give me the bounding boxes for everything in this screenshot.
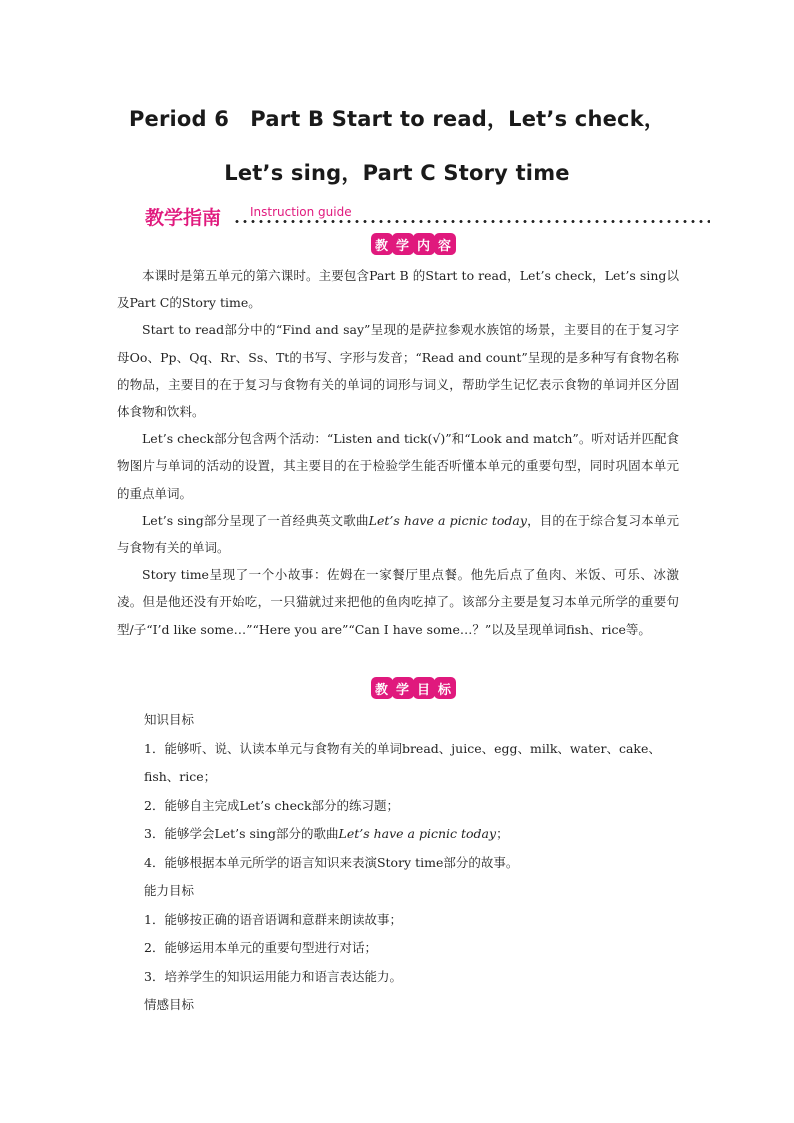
dotted-divider [233, 219, 710, 224]
content-paragraph: Story time呈现了一个小故事：佐姆在一家餐厅里点餐。他先后点了鱼肉、米饭、可乐、冰激凌。但是他还没有开始吃，一只猫就过来把他的鱼肉吃掉了。该部分主要是复习本单元所学的重要句型/子“I’d like some…”“Here you are”“Can I have some…？”以及呈现单词fish、rice等。 [117, 567, 679, 637]
goal-item: 2．能够运用本单元的重要句型进行对话； [144, 940, 377, 955]
guide-title-cn: 教学指南 [145, 207, 222, 229]
song-title: Let’s have a picnic today [338, 826, 497, 841]
instruction-guide-header [145, 203, 710, 229]
badge-char: 容 [435, 234, 455, 254]
ability-goals-heading: 能力目标 [144, 883, 195, 898]
content-paragraph: Let’s check部分包含两个活动：“Listen and tick(√)”和“Look and match”。听对话并匹配食物图片与单词的活动的设置，其主要目的在于检验学生能否听懂本单元的重要句型，同时巩固本单元的重点单词。 [117, 431, 679, 501]
emotion-goals-heading: 情感目标 [144, 997, 195, 1012]
teaching-goals-badge [367, 677, 459, 699]
badge-char: 教 [372, 678, 392, 698]
goal-item [144, 820, 679, 849]
content-paragraph: Start to read部分中的“Find and say”呈现的是萨拉参观水族馆的场景，主要目的在于复习字母Oo、Pp、Qq、Rr、Ss、Tt的书写、字形与发音；“Read and count”呈现的是多种写有食物名称的物品，主要目的在于复习与食物有关的单词的词形与词义，帮助学生记忆表示食物的单词并区分固体食物和饮料。 [117, 322, 679, 420]
teaching-content-badge [367, 233, 459, 255]
goal-item: 3．培养学生的知识运用能力和语言表达能力。 [144, 968, 402, 984]
badge-char: 学 [393, 234, 413, 254]
guide-title-en: Instruction guide [250, 205, 352, 219]
content-paragraph: 本课时是第五单元的第六课时。主要包含Part B 的Start to read，Let’s check，Let’s sing以及Part C的Story time。 [117, 268, 679, 311]
badge-char: 学 [393, 678, 413, 698]
goal-item: 4．能够根据本单元所学的语言知识来表演Story time部分的故事。 [144, 854, 519, 870]
teaching-goals-section [144, 706, 679, 1020]
goal-item: 2．能够自主完成Let’s check部分的练习题； [144, 797, 400, 813]
title-line-1: Period 6 Part B Start to read，Let’s check， [128, 107, 666, 131]
goal-item: 1．能够按正确的语音语调和意群来朗读故事； [144, 911, 402, 927]
song-title: Let’s have a picnic today [368, 512, 527, 528]
badge-char: 目 [414, 678, 434, 698]
teaching-content-section [117, 262, 679, 643]
paragraph-text: Let’s sing部分呈现了一首经典英文歌曲 [142, 512, 369, 528]
knowledge-goals-heading: 知识目标 [144, 712, 195, 727]
badge-char: 内 [414, 234, 434, 254]
content-paragraph [117, 507, 679, 561]
goal-text: 3．能够学会Let’s sing部分的歌曲 [144, 826, 339, 841]
paragraph-text: ，目的在于综合复习本单元与食物有关的单词。 [117, 512, 679, 556]
badge-char: 标 [435, 678, 455, 698]
badge-char: 教 [372, 234, 392, 254]
title-line-2: Let’s sing，Part C Story time [224, 161, 570, 185]
goal-item: 1．能够听、说、认读本单元与食物有关的单词bread、juice、egg、milk、water、cake、fish、rice； [144, 740, 661, 784]
goal-text: ； [496, 826, 509, 841]
